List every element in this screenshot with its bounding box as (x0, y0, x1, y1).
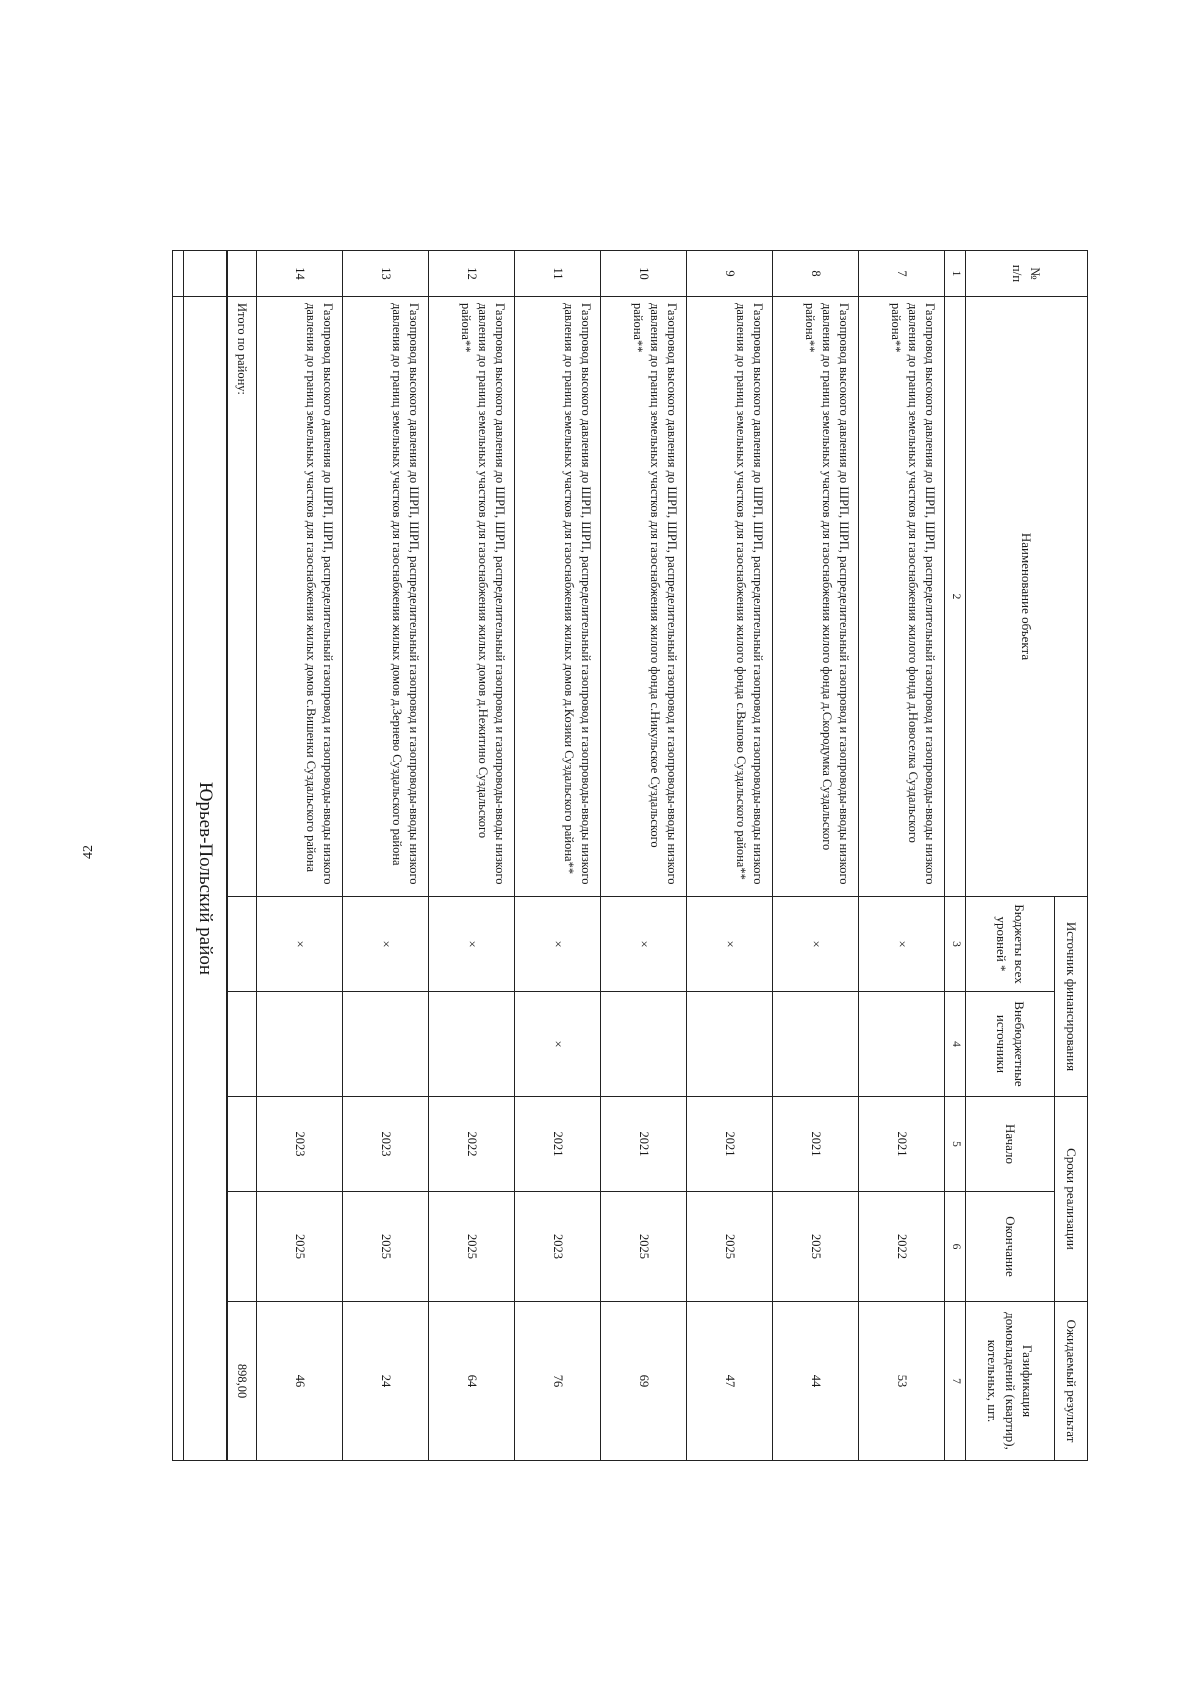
row-name: Газопровод высокого давления до ШРП, ШРП, распределительный газопровод и газопроводы-вводы низкого давления до границ земельных участков для газоснабжения жилого фонда с.Никульское Суздальского района** (601, 297, 687, 897)
row-offbudget (859, 992, 945, 1097)
row-start: 2021 (687, 1097, 773, 1192)
column-number: 7 (945, 1302, 966, 1461)
table-row (257, 251, 343, 1461)
column-number: 3 (945, 897, 966, 992)
row-offbudget: × (515, 992, 601, 1097)
row-offbudget (773, 992, 859, 1097)
page-number: 42 (81, 845, 96, 859)
header-offbudget: Внебюджетные источники (966, 992, 1055, 1097)
header-name: Наименование объекта (966, 297, 1088, 897)
total-row (227, 251, 257, 1461)
row-name: Газопровод высокого давления до ШРП, ШРП, распределительный газопровод и газопроводы-вводы низкого давления до границ земельных участков для газоснабжения жилых домов д.Нежитино Суздальского района** (429, 297, 515, 897)
row-end: 2025 (257, 1192, 343, 1302)
row-end: 2025 (429, 1192, 515, 1302)
header-end: Окончание (966, 1192, 1055, 1302)
column-number: 1 (945, 251, 966, 297)
row-end: 2022 (859, 1192, 945, 1302)
table-row (601, 251, 687, 1461)
row-result: 47 (687, 1302, 773, 1461)
row-start: 2021 (601, 1097, 687, 1192)
row-start: 2021 (773, 1097, 859, 1192)
row-budgets: × (429, 897, 515, 992)
row-start: 2023 (257, 1097, 343, 1192)
total-result: 898,00 (227, 1302, 257, 1461)
row-name: Газопровод высокого давления до ШРП, ШРП, распределительный газопровод и газопроводы-вводы низкого давления до границ земельных участков для газоснабжения жилого фонда с.Выпово Суздальского района** (687, 297, 773, 897)
row-name: Газопровод высокого давления до ШРП, ШРП, распределительный газопровод и газопроводы-вводы низкого давления до границ земельных участков для газоснабжения жилых домов д.Козики Суздальского района** (515, 297, 601, 897)
district-row (184, 251, 228, 1461)
row-name: Газопровод высокого давления до ШРП, ШРП, распределительный газопровод и газопроводы-вводы низкого давления до границ земельных участков для газоснабжения жилых домов д.Зернево Суздальского района (343, 297, 429, 897)
total-end-cell (227, 1192, 257, 1302)
row-result: 69 (601, 1302, 687, 1461)
row-end: 2025 (773, 1192, 859, 1302)
row-name: Газопровод высокого давления до ШРП, ШРП, распределительный газопровод и газопроводы-вводы низкого давления до границ земельных участков для газоснабжения жилого фонда д.Новоселка Суздальского района** (859, 297, 945, 897)
row-num: 9 (687, 251, 773, 297)
row-end: 2025 (687, 1192, 773, 1302)
row-num: 11 (515, 251, 601, 297)
row-num: 13 (343, 251, 429, 297)
row-end: 2025 (601, 1192, 687, 1302)
row-result: 64 (429, 1302, 515, 1461)
row-end: 2025 (343, 1192, 429, 1302)
table-row (773, 251, 859, 1461)
table-row (429, 251, 515, 1461)
spacer-row (173, 251, 184, 1461)
column-number: 5 (945, 1097, 966, 1192)
spacer-num-cell (173, 251, 184, 297)
row-budgets: × (687, 897, 773, 992)
row-result: 24 (343, 1302, 429, 1461)
header-terms: Сроки реализации (1055, 1097, 1088, 1302)
header-row-top (1055, 251, 1088, 1461)
table-row (859, 251, 945, 1461)
row-budgets: × (601, 897, 687, 992)
header-result-detail: Газификация домовладений (квартир), котельных, шт. (966, 1302, 1055, 1461)
row-budgets: × (343, 897, 429, 992)
row-offbudget (429, 992, 515, 1097)
total-num-cell (227, 251, 257, 297)
row-name: Газопровод высокого давления до ШРП, ШРП, распределительный газопровод и газопроводы-вводы низкого давления до границ земельных участков для газоснабжения жилых домов с.Вишенки Суздальского района (257, 297, 343, 897)
row-end: 2023 (515, 1192, 601, 1302)
row-num: 14 (257, 251, 343, 297)
row-offbudget (257, 992, 343, 1097)
column-number: 4 (945, 992, 966, 1097)
row-offbudget (601, 992, 687, 1097)
table-row (343, 251, 429, 1461)
row-result: 53 (859, 1302, 945, 1461)
row-num: 10 (601, 251, 687, 297)
row-result: 46 (257, 1302, 343, 1461)
table-row (687, 251, 773, 1461)
row-budgets: × (257, 897, 343, 992)
row-num: 7 (859, 251, 945, 297)
header-result: Ожидаемый результат (1055, 1302, 1088, 1461)
row-num: 12 (429, 251, 515, 297)
document-table-rotated (168, 250, 1088, 1460)
total-budgets-cell (227, 897, 257, 992)
row-start: 2022 (429, 1097, 515, 1192)
spacer-cell (173, 297, 184, 1461)
row-name: Газопровод высокого давления до ШРП, ШРП, распределительный газопровод и газопроводы-вводы низкого давления до границ земельных участков для газоснабжения жилого фонда д.Скородумка Суздальского района** (773, 297, 859, 897)
row-start: 2021 (859, 1097, 945, 1192)
header-start: Начало (966, 1097, 1055, 1192)
row-budgets: × (515, 897, 601, 992)
gasification-table (172, 250, 1088, 1461)
row-budgets: × (859, 897, 945, 992)
row-offbudget (343, 992, 429, 1097)
district-num-cell (184, 251, 228, 297)
row-result: 44 (773, 1302, 859, 1461)
row-result: 76 (515, 1302, 601, 1461)
column-number: 6 (945, 1192, 966, 1302)
column-number-row (945, 251, 966, 1461)
total-start-cell (227, 1097, 257, 1192)
total-label: Итого по району: (227, 297, 257, 897)
row-offbudget (687, 992, 773, 1097)
header-num: № п/п (966, 251, 1088, 297)
header-funding: Источник финансирования (1055, 897, 1088, 1097)
table-row (515, 251, 601, 1461)
row-start: 2023 (343, 1097, 429, 1192)
header-budgets: Бюджеты всех уровней * (966, 897, 1055, 992)
row-num: 8 (773, 251, 859, 297)
row-start: 2021 (515, 1097, 601, 1192)
row-budgets: × (773, 897, 859, 992)
total-offbudget-cell (227, 992, 257, 1097)
district-heading: Юрьев-Польский район (184, 297, 228, 1461)
column-number: 2 (945, 297, 966, 897)
